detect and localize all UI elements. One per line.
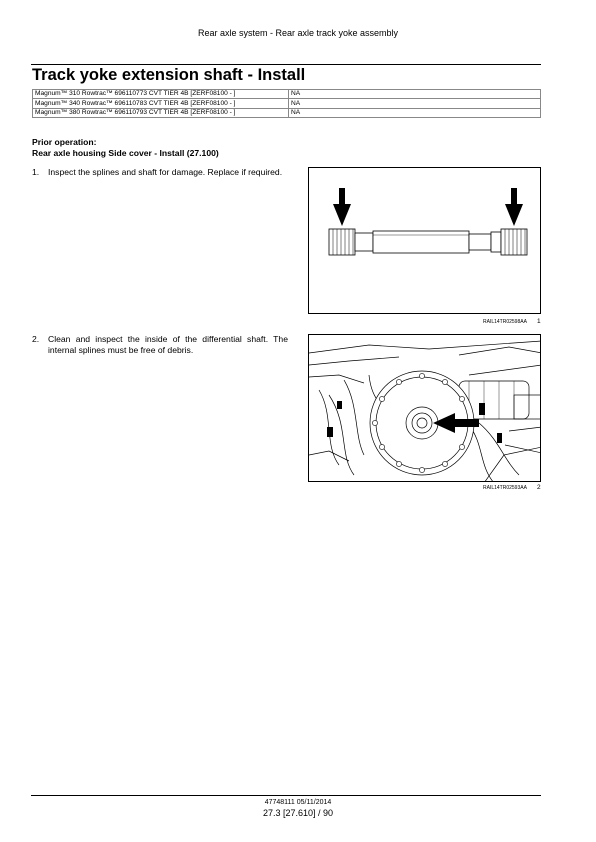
value-cell: NA (289, 99, 541, 108)
differential-illustration (309, 335, 541, 482)
model-cell: Magnum™ 340 Rowtrac™ 696110783 CVT TIER 4B [ZERF08100 - ] (33, 99, 289, 108)
step-2 (32, 334, 288, 356)
footer-rule (31, 795, 541, 796)
step-1 (32, 167, 288, 178)
step-text: Inspect the splines and shaft for damage. Replace if required. (48, 167, 283, 177)
shaft-figure (308, 167, 541, 314)
figure-code: RAIL14TR02593AA (483, 485, 527, 491)
prior-operation (32, 137, 219, 159)
table-row (33, 99, 541, 108)
arrow-down-icon (505, 188, 523, 226)
differential-figure (308, 334, 541, 482)
running-header: Rear axle system - Rear axle track yoke assembly (197, 28, 399, 38)
figure-code: RAIL14TR02598AA (483, 319, 527, 325)
step-number: 1. (32, 167, 40, 177)
value-cell: NA (289, 108, 541, 117)
applicability-table (32, 89, 541, 118)
model-cell: Magnum™ 310 Rowtrac™ 696110773 CVT TIER 4B [ZERF08100 - ] (33, 90, 289, 99)
step-number: 2. (32, 334, 40, 344)
step-text: Clean and inspect the inside of the differential shaft. The internal splines must be free of debris. (48, 334, 288, 355)
model-cell: Magnum™ 380 Rowtrac™ 696110793 CVT TIER 4B [ZERF08100 - ] (33, 108, 289, 117)
figure-number: 2 (537, 484, 541, 491)
page-number: 27.3 [27.610] / 90 (262, 808, 334, 818)
prior-operation-label: Prior operation: (32, 137, 97, 147)
shaft-illustration (309, 168, 541, 314)
prior-operation-link[interactable]: Rear axle housing Side cover - Install (27.100) (32, 148, 219, 158)
figure-number: 1 (537, 318, 541, 325)
table-row (33, 90, 541, 99)
arrow-down-icon (333, 188, 351, 226)
table-row (33, 108, 541, 117)
header-rule (31, 64, 541, 65)
page-title: Track yoke extension shaft - Install (32, 66, 306, 84)
document-number: 47748111 05/11/2014 (264, 799, 332, 806)
value-cell: NA (289, 90, 541, 99)
